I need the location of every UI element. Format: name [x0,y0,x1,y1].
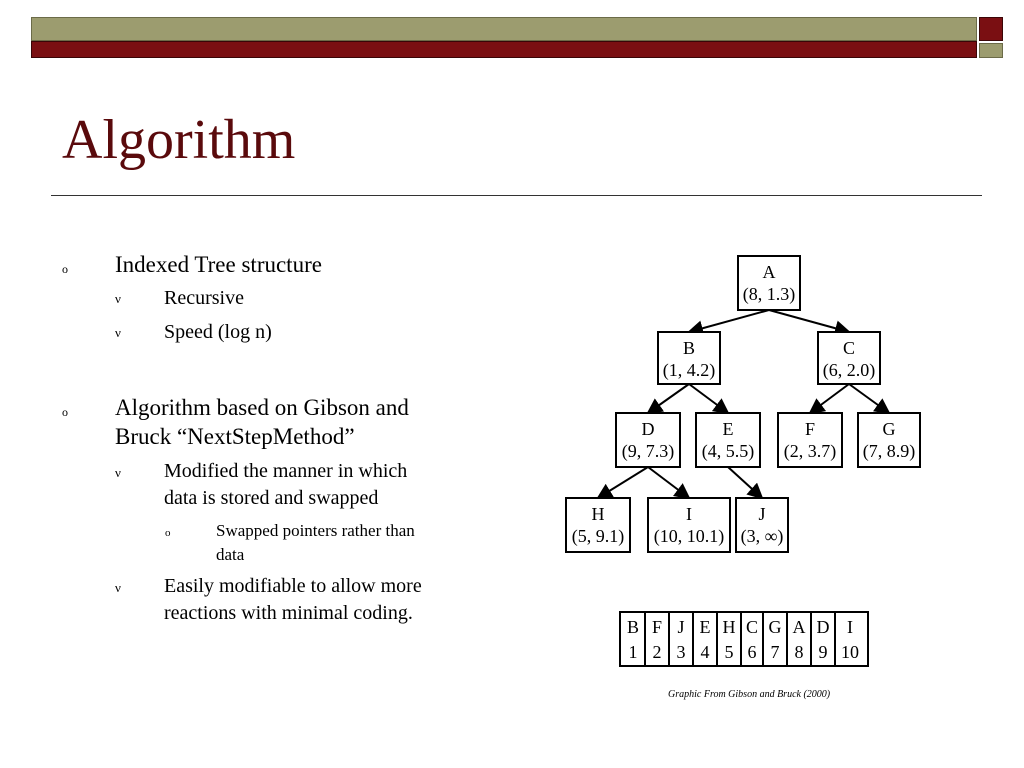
tree-node-label: F [804,419,816,439]
tree-edge-a-c [769,310,849,332]
tree-edge-a-b [689,310,769,332]
tree-node-label: A [762,262,776,282]
tree-node-value: (5, 9.1) [571,526,625,546]
bullet-gibson-bruck-line2: Bruck “NextStepMethod” [115,424,355,449]
index-array-index: 5 [724,642,734,662]
tree-node-value: (3, ∞) [740,526,784,546]
tree-node-label: G [882,419,896,439]
index-array-label: D [816,617,830,637]
sub-bullet-marker: ν [115,580,121,595]
tree-node-value: (9, 7.3) [621,441,675,461]
tree-edge-b-e [689,384,728,413]
tree-node-value: (1, 4.2) [662,360,716,380]
tree-node-label: C [842,338,856,358]
index-array-index: 9 [818,642,828,662]
index-array-diagram [618,610,873,670]
sub-bullet-recursive: Recursive [164,287,244,309]
index-array-index: 4 [700,642,710,662]
index-array-index: 3 [676,642,686,662]
index-array-index: 10 [841,642,859,662]
sub-sub-bullet-pointers-line2: data [216,545,245,564]
sub-bullet-modified-line2: data is stored and swapped [164,487,379,509]
index-array-index: 2 [652,642,662,662]
index-array-index: 1 [628,642,638,662]
figure-caption: Graphic From Gibson and Bruck (2000) [668,689,831,700]
index-array-label: G [768,617,782,637]
index-array-label: I [847,617,853,637]
bullet-marker: o [62,405,68,419]
tree-node-d [616,413,680,467]
sub-bullet-marker: ν [115,291,121,306]
sub-sub-bullet-marker: o [165,527,171,539]
slide-title: Algorithm [62,109,296,171]
index-array-label: B [626,617,640,637]
bullet-marker: o [62,262,68,276]
tree-node-h [566,498,630,552]
tree-node-value: (2, 3.7) [783,441,837,461]
header-bar-olive [31,17,977,41]
index-array-label: A [792,617,806,637]
tree-node-g [858,413,920,467]
tree-node-label: H [591,504,605,524]
sub-bullet-modifiable-line1: Easily modifiable to allow more [164,575,422,597]
index-array-index: 7 [770,642,780,662]
tree-edge-b-d [648,384,689,413]
tree-node-label: D [641,419,655,439]
tree-node-a [738,256,800,310]
sub-bullet-marker: ν [115,325,121,340]
header-square-olive [979,43,1003,58]
tree-node-value: (7, 8.9) [862,441,916,461]
tree-node-value: (6, 2.0) [822,360,876,380]
tree-node-c [818,332,880,384]
tree-node-label: B [682,338,696,358]
sub-sub-bullet-pointers-line1: Swapped pointers rather than [216,521,415,540]
header-bar-maroon [31,41,977,58]
tree-edge-d-i [648,467,689,498]
sub-bullet-modified-line1: Modified the manner in which [164,460,408,482]
tree-edge-c-f [810,384,849,413]
index-array-index: 8 [794,642,804,662]
index-array-label: H [722,617,736,637]
tree-node-label: I [686,504,692,524]
tree-node-label: J [758,504,766,524]
tree-node-value: (8, 1.3) [742,284,796,304]
sub-bullet-marker: ν [115,465,121,480]
tree-node-f [778,413,842,467]
index-array-label: J [677,617,685,637]
header-square-maroon [979,17,1003,41]
index-array-label: C [745,617,759,637]
tree-node-j [736,498,788,552]
index-array-label: E [699,617,711,637]
sub-bullet-modifiable-line2: reactions with minimal coding. [164,602,413,624]
tree-edge-c-g [849,384,889,413]
tree-edge-e-j [728,467,762,498]
title-divider [51,195,982,196]
bullet-indexed-tree: Indexed Tree structure [115,252,322,277]
tree-node-label: E [722,419,734,439]
tree-node-i [648,498,730,552]
tree-node-value: (10, 10.1) [653,526,725,546]
index-array-label: F [651,617,663,637]
bullet-gibson-bruck-line1: Algorithm based on Gibson and [115,395,409,420]
tree-edge-d-h [598,467,648,498]
tree-node-e [696,413,760,467]
index-array-index: 6 [747,642,757,662]
indexed-tree-diagram [560,250,930,560]
tree-node-value: (4, 5.5) [701,441,755,461]
sub-bullet-speed: Speed (log n) [164,321,272,343]
tree-node-b [658,332,720,384]
